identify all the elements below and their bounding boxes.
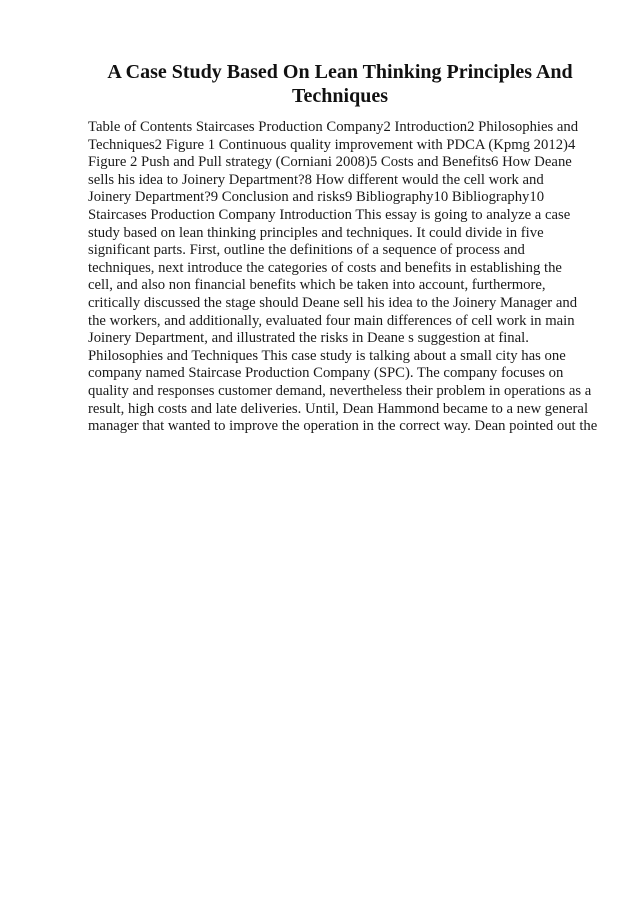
body-line: Philosophies and Techniques This case study is talking about a small city has one xyxy=(88,347,566,364)
body-line: techniques, next introduce the categories of costs and benefits in establishing the xyxy=(88,259,562,276)
body-line: result, high costs and late deliveries. Until, Dean Hammond became to a new general xyxy=(88,400,589,417)
body-line: Figure 2 Push and Pull strategy (Corniani 2008)5 Costs and Benefits6 How Deane xyxy=(88,154,572,171)
body-line: company named Staircase Production Company (SPC). The company focuses on xyxy=(88,365,564,382)
body-line: study based on lean thinking principles and techniques. It could divide in five xyxy=(88,224,544,241)
document-title xyxy=(60,60,620,108)
body-line: Joinery Department?9 Conclusion and risks9 Bibliography10 Bibliography10 xyxy=(88,189,545,206)
body-line: Staircases Production Company Introduction This essay is going to analyze a case xyxy=(88,206,571,223)
title-line: A Case Study Based On Lean Thinking Principles And xyxy=(107,61,573,83)
body-line: critically discussed the stage should Deane sell his idea to the Joinery Manager and xyxy=(88,294,578,311)
body-line: quality and responses customer demand, nevertheless their problem in operations as a xyxy=(88,382,592,399)
body-line: cell, and also non financial benefits which be taken into account, furthermore, xyxy=(88,277,546,294)
body-line: Techniques2 Figure 1 Continuous quality improvement with PDCA (Kpmg 2012)4 xyxy=(88,136,576,153)
body-line: the workers, and additionally, evaluated four main differences of cell work in main xyxy=(88,312,575,329)
body-line: sells his idea to Joinery Department?8 How different would the cell work and xyxy=(88,171,544,188)
body-line: Table of Contents Staircases Production Company2 Introduction2 Philosophies and xyxy=(88,119,579,135)
body-line: Joinery Department, and illustrated the risks in Deane s suggestion at final. xyxy=(88,330,529,347)
title-line: Techniques xyxy=(292,85,388,107)
body-line: manager that wanted to improve the operation in the correct way. Dean pointed out the xyxy=(88,418,598,435)
body-line: significant parts. First, outline the definitions of a sequence of process and xyxy=(88,242,525,259)
document-body xyxy=(88,119,598,436)
